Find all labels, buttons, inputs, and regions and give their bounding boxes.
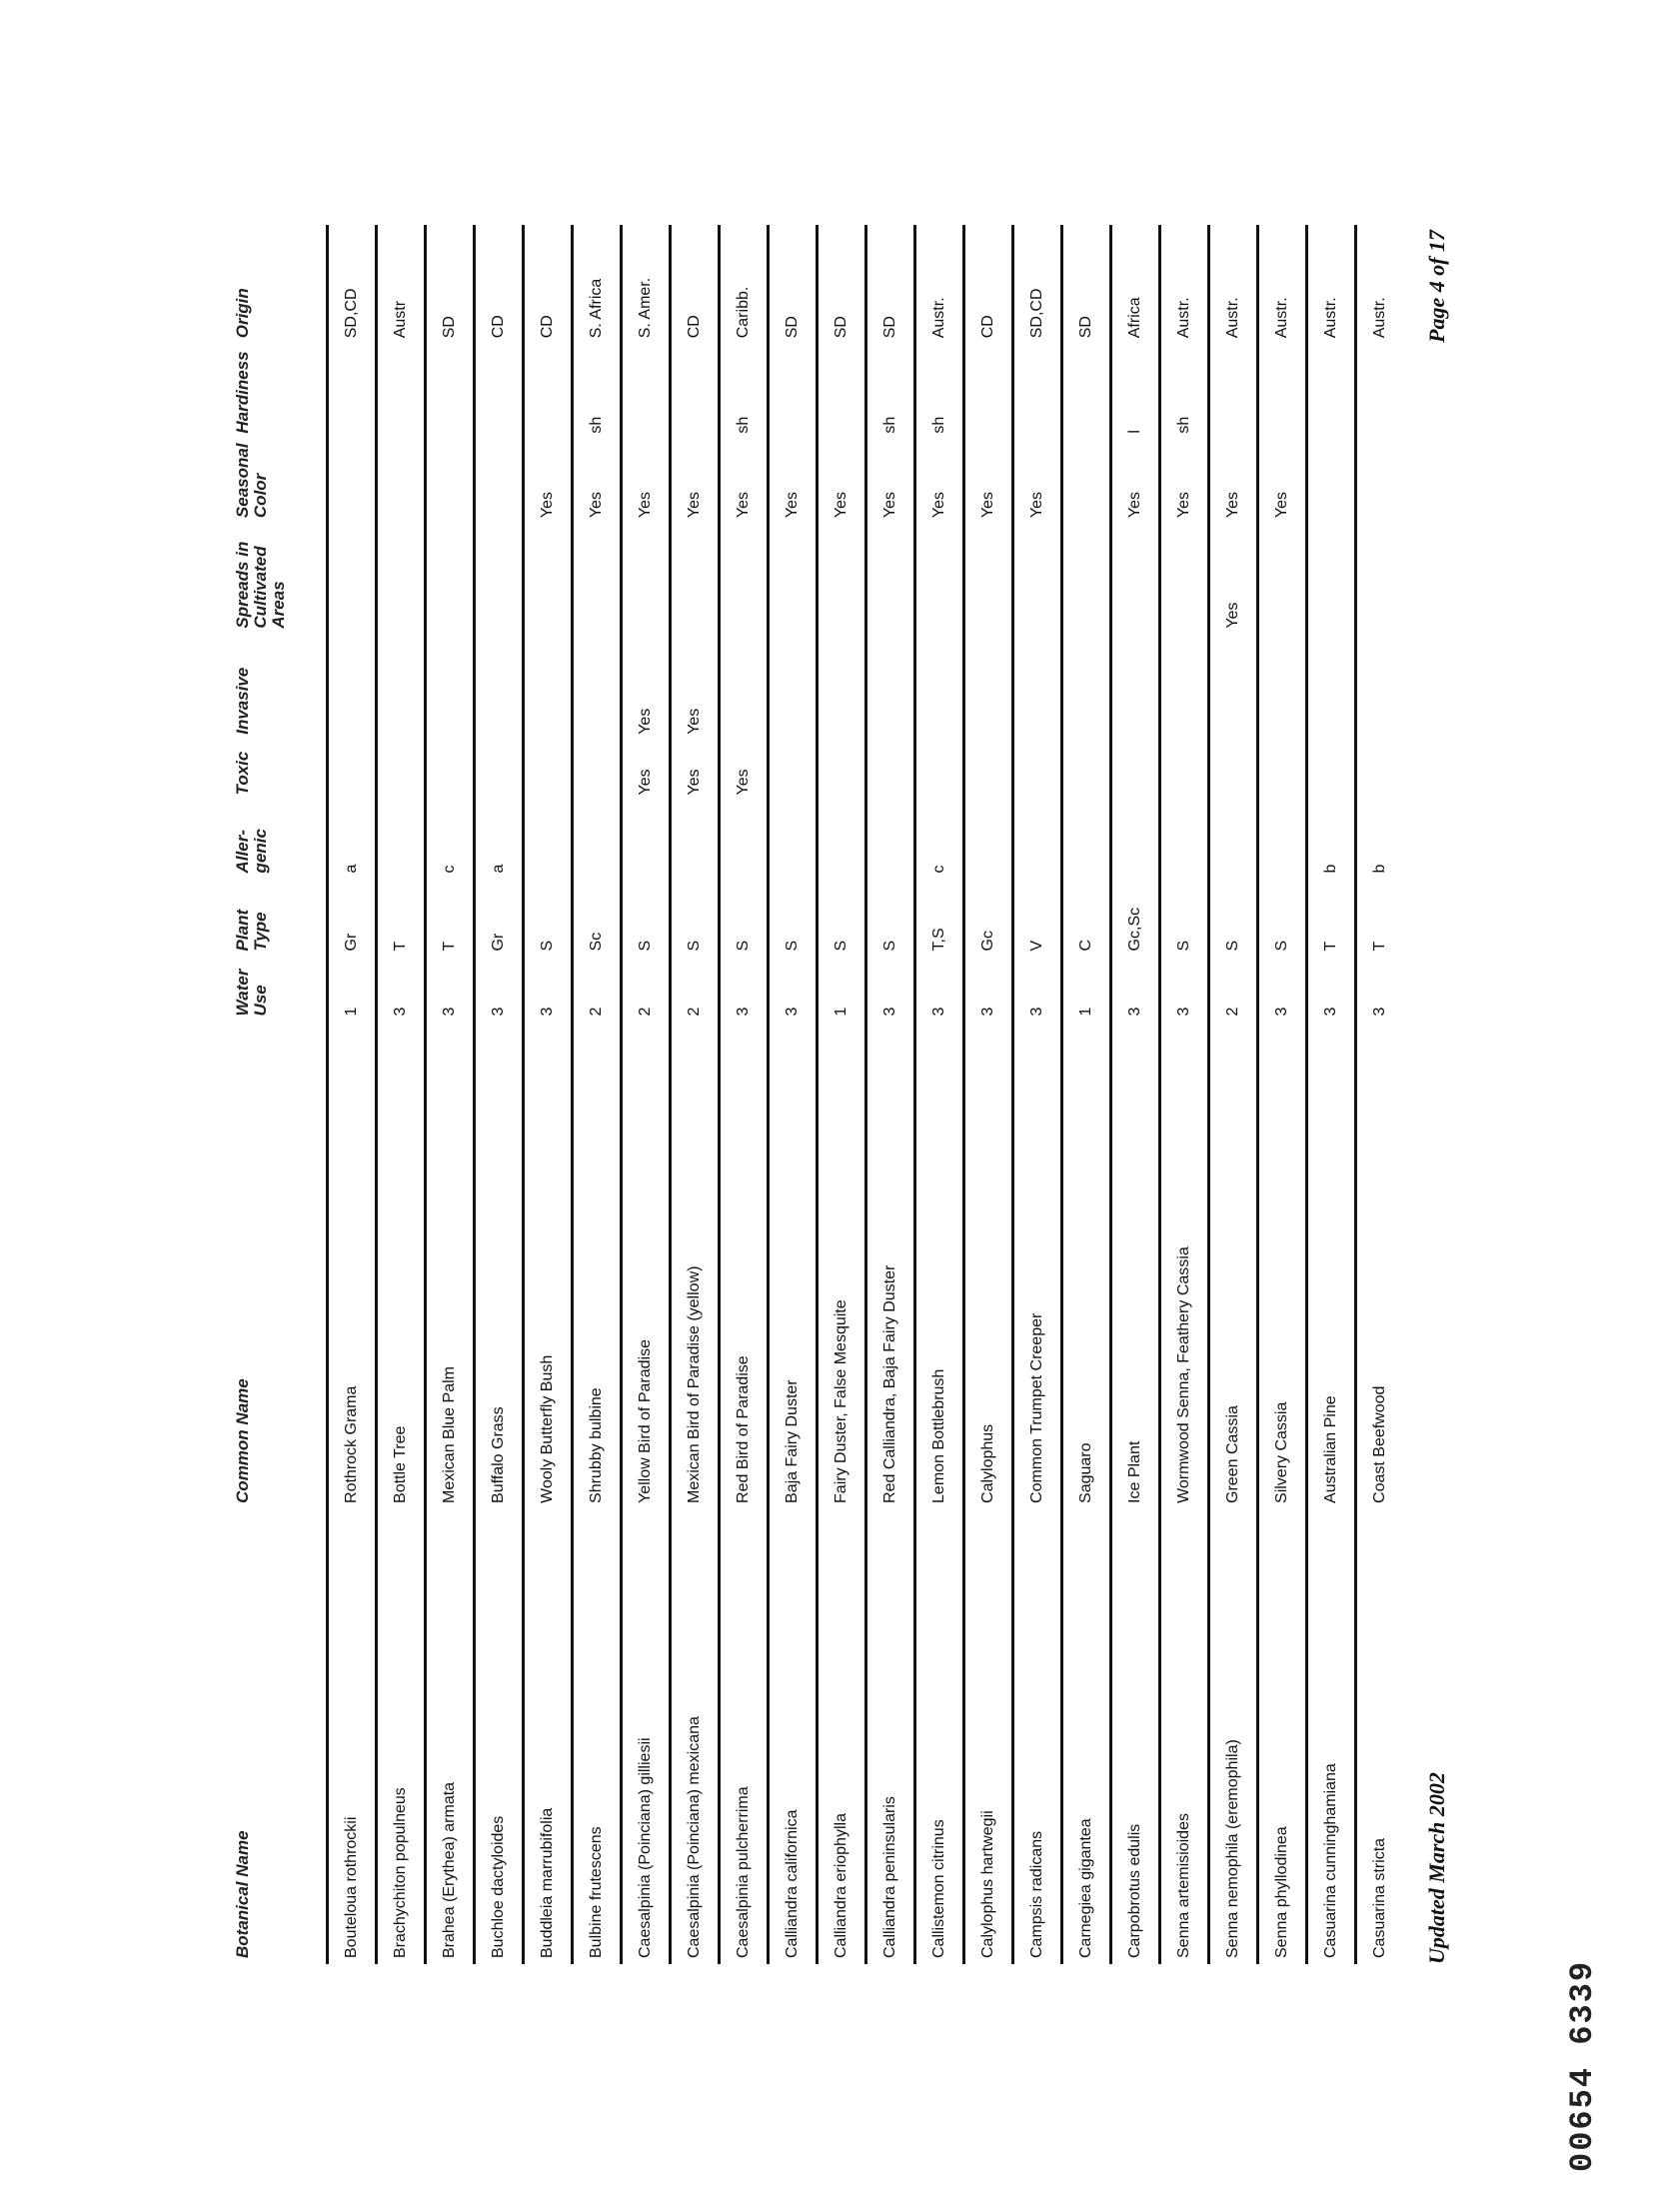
cell-botanical: Campsis radicans [1013,1509,1062,1964]
table-row [426,225,475,1964]
cell-allergenic: a [328,801,377,879]
cell-toxic [426,741,475,802]
cell-botanical: Bouteloua rothrockii [328,1509,377,1964]
cell-botanical: Bulbine frutescens [573,1509,622,1964]
cell-water: 2 [573,957,622,1022]
cell-water: 3 [1160,957,1209,1022]
cell-origin: Austr. [915,225,964,344]
cell-plant-type: Gc,Sc [1111,879,1160,957]
cell-spreads [671,524,720,635]
cell-botanical: Senna nemophila (eremophila) [1209,1509,1258,1964]
plant-list-table [230,225,1403,1964]
cell-plant-type: Gc [964,879,1013,957]
cell-invasive [573,635,622,741]
cell-plant-type: S [1258,879,1307,957]
cell-botanical: Carnegiea gigantea [1062,1509,1111,1964]
cell-invasive [328,635,377,741]
cell-allergenic: c [915,801,964,879]
cell-botanical: Casuarina stricta [1356,1509,1404,1964]
cell-hardiness: sh [915,344,964,439]
cell-water: 2 [1209,957,1258,1022]
cell-water: 3 [1307,957,1356,1022]
cell-plant-type: T,S [915,879,964,957]
cell-allergenic [1160,801,1209,879]
cell-seasonal: Yes [818,440,866,525]
cell-common: Calylophus [964,1022,1013,1509]
cell-toxic [1209,741,1258,802]
cell-botanical: Caesalpinia pulcherrima [720,1509,769,1964]
cell-hardiness [671,344,720,439]
cell-spreads [1062,524,1111,635]
document-stamp-number: 00654 6339 [1564,1959,1601,2172]
cell-spreads [720,524,769,635]
cell-spreads [915,524,964,635]
cell-toxic [1258,741,1307,802]
cell-common: Mexican Blue Palm [426,1022,475,1509]
cell-toxic [1062,741,1111,802]
cell-plant-type: S [866,879,915,957]
cell-seasonal [377,440,426,525]
cell-toxic [1356,741,1404,802]
table-row [1258,225,1307,1964]
cell-hardiness: sh [866,344,915,439]
cell-hardiness [622,344,671,439]
cell-toxic: Yes [671,741,720,802]
cell-spreads [1258,524,1307,635]
cell-invasive [964,635,1013,741]
page-number: Page 4 of 17 [1424,229,1449,343]
header-common-name: Common Name [233,1378,252,1503]
cell-plant-type: T [1356,879,1404,957]
cell-invasive [1062,635,1111,741]
table-row [328,225,377,1964]
cell-seasonal: Yes [915,440,964,525]
cell-spreads [1160,524,1209,635]
cell-origin: CD [671,225,720,344]
header-hardiness: Hardiness [233,351,252,434]
cell-botanical: Calliandra peninsularis [866,1509,915,1964]
cell-water: 3 [1258,957,1307,1022]
cell-water: 1 [818,957,866,1022]
table-row [671,225,720,1964]
cell-hardiness [1062,344,1111,439]
header-water-use: Water Use [233,969,270,1017]
cell-seasonal [1356,440,1404,525]
cell-common: Saguaro [1062,1022,1111,1509]
cell-water: 1 [328,957,377,1022]
cell-allergenic [1013,801,1062,879]
cell-botanical: Buddleia marrubifolia [524,1509,573,1964]
cell-seasonal [1307,440,1356,525]
cell-origin: SD [769,225,818,344]
cell-common: Ice Plant [1111,1022,1160,1509]
cell-seasonal: Yes [1209,440,1258,525]
cell-toxic [377,741,426,802]
cell-origin: SD [1062,225,1111,344]
cell-common: Buffalo Grass [475,1022,524,1509]
cell-plant-type: V [1013,879,1062,957]
cell-seasonal [426,440,475,525]
header-seasonal-color: Seasonal Color [233,443,270,519]
cell-toxic [524,741,573,802]
table-row [1062,225,1111,1964]
cell-origin: S. Africa [573,225,622,344]
cell-common: Coast Beefwood [1356,1022,1404,1509]
cell-spreads [328,524,377,635]
cell-common: Shrubby bulbine [573,1022,622,1509]
cell-allergenic [1062,801,1111,879]
cell-invasive: Yes [622,635,671,741]
cell-plant-type: S [1209,879,1258,957]
header-allergenic: Aller- genic [233,829,270,874]
cell-invasive: Yes [671,635,720,741]
cell-hardiness [1258,344,1307,439]
cell-toxic [1160,741,1209,802]
table-row [475,225,524,1964]
header-spreads: Spreads in Cultivated Areas [233,541,288,629]
cell-origin: CD [524,225,573,344]
cell-origin: SD [426,225,475,344]
cell-seasonal: Yes [720,440,769,525]
cell-invasive [475,635,524,741]
cell-invasive [1160,635,1209,741]
cell-origin: Austr. [1160,225,1209,344]
cell-spreads [818,524,866,635]
cell-water: 3 [915,957,964,1022]
cell-water: 3 [1356,957,1404,1022]
cell-water: 3 [1013,957,1062,1022]
cell-allergenic [1209,801,1258,879]
cell-water: 3 [426,957,475,1022]
cell-invasive [426,635,475,741]
cell-allergenic [671,801,720,879]
cell-plant-type: T [377,879,426,957]
cell-botanical: Brachychiton populneus [377,1509,426,1964]
cell-seasonal: Yes [1013,440,1062,525]
cell-common: Silvery Cassia [1258,1022,1307,1509]
header-origin: Origin [233,288,252,339]
cell-botanical: Buchloe dactyloides [475,1509,524,1964]
cell-hardiness [524,344,573,439]
cell-spreads [524,524,573,635]
cell-botanical: Carpobrotus edulis [1111,1509,1160,1964]
table-row [769,225,818,1964]
table-row [1356,225,1404,1964]
cell-common: Lemon Bottlebrush [915,1022,964,1509]
cell-origin: Austr. [1209,225,1258,344]
cell-origin: Austr [377,225,426,344]
cell-seasonal: Yes [1258,440,1307,525]
cell-allergenic [377,801,426,879]
cell-spreads [1013,524,1062,635]
cell-toxic [769,741,818,802]
cell-origin: CD [475,225,524,344]
cell-toxic: Yes [622,741,671,802]
cell-origin: CD [964,225,1013,344]
cell-invasive [866,635,915,741]
cell-invasive [377,635,426,741]
cell-allergenic: a [475,801,524,879]
cell-hardiness [1356,344,1404,439]
cell-invasive [1258,635,1307,741]
cell-seasonal: Yes [573,440,622,525]
cell-allergenic: c [426,801,475,879]
cell-origin: Caribb. [720,225,769,344]
cell-common: Rothrock Grama [328,1022,377,1509]
cell-botanical: Brahea (Erythea) armata [426,1509,475,1964]
table-row [964,225,1013,1964]
table-row [573,225,622,1964]
cell-botanical: Calliandra eriophylla [818,1509,866,1964]
cell-allergenic [622,801,671,879]
cell-water: 3 [475,957,524,1022]
cell-origin: SD [866,225,915,344]
cell-allergenic [573,801,622,879]
cell-spreads [964,524,1013,635]
cell-origin: S. Amer. [622,225,671,344]
table-row [818,225,866,1964]
cell-seasonal: Yes [524,440,573,525]
cell-botanical: Calliandra californica [769,1509,818,1964]
cell-seasonal [1062,440,1111,525]
cell-hardiness [426,344,475,439]
cell-water: 3 [866,957,915,1022]
cell-invasive [1356,635,1404,741]
cell-common: Australian Pine [1307,1022,1356,1509]
header-plant-type: Plant Type [233,909,270,952]
cell-spreads [1111,524,1160,635]
header-botanical-name: Botanical Name [233,1830,252,1958]
cell-water: 3 [769,957,818,1022]
cell-plant-type: T [426,879,475,957]
cell-botanical: Calylophus hartwegii [964,1509,1013,1964]
cell-invasive [818,635,866,741]
cell-allergenic [866,801,915,879]
cell-toxic [573,741,622,802]
cell-spreads [426,524,475,635]
cell-plant-type: Sc [573,879,622,957]
table-row [720,225,769,1964]
cell-allergenic [818,801,866,879]
cell-common: Yellow Bird of Paradise [622,1022,671,1509]
cell-hardiness [377,344,426,439]
cell-hardiness [769,344,818,439]
cell-allergenic [524,801,573,879]
updated-date: Updated March 2002 [1424,1772,1449,1964]
table-row [1013,225,1062,1964]
cell-plant-type: Gr [328,879,377,957]
cell-water: 1 [1062,957,1111,1022]
cell-origin: SD,CD [1013,225,1062,344]
cell-allergenic [964,801,1013,879]
cell-toxic [1111,741,1160,802]
table-row [866,225,915,1964]
cell-seasonal [328,440,377,525]
cell-common: Bottle Tree [377,1022,426,1509]
cell-seasonal: Yes [622,440,671,525]
table-row [915,225,964,1964]
cell-hardiness [475,344,524,439]
cell-water: 3 [524,957,573,1022]
cell-botanical: Senna phyllodinea [1258,1509,1307,1964]
cell-seasonal [475,440,524,525]
cell-plant-type: T [1307,879,1356,957]
cell-plant-type: S [769,879,818,957]
table-row [1209,225,1258,1964]
cell-plant-type: S [818,879,866,957]
table-header-row [230,225,328,1964]
table-row [1111,225,1160,1964]
cell-seasonal: Yes [1160,440,1209,525]
cell-allergenic: b [1356,801,1404,879]
cell-hardiness [818,344,866,439]
cell-origin: Austr. [1307,225,1356,344]
cell-toxic [964,741,1013,802]
cell-botanical: Caesalpinia (Poinciana) mexicana [671,1509,720,1964]
cell-hardiness: l [1111,344,1160,439]
cell-toxic: Yes [720,741,769,802]
cell-plant-type: S [1160,879,1209,957]
cell-common: Mexican Bird of Paradise (yellow) [671,1022,720,1509]
cell-botanical: Senna artemisioides [1160,1509,1209,1964]
cell-spreads: Yes [1209,524,1258,635]
cell-invasive [524,635,573,741]
cell-invasive [1111,635,1160,741]
cell-water: 2 [622,957,671,1022]
cell-plant-type: S [622,879,671,957]
cell-origin: Austr. [1258,225,1307,344]
cell-toxic [1013,741,1062,802]
cell-hardiness: sh [720,344,769,439]
cell-spreads [1307,524,1356,635]
table-body [328,225,1404,1964]
table-row [1160,225,1209,1964]
cell-allergenic [1258,801,1307,879]
cell-botanical: Callistemon citrinus [915,1509,964,1964]
cell-spreads [866,524,915,635]
cell-hardiness [964,344,1013,439]
cell-toxic [475,741,524,802]
cell-toxic [818,741,866,802]
cell-water: 3 [720,957,769,1022]
cell-seasonal: Yes [866,440,915,525]
cell-seasonal: Yes [671,440,720,525]
cell-hardiness: sh [573,344,622,439]
cell-spreads [769,524,818,635]
cell-plant-type: C [1062,879,1111,957]
cell-common: Fairy Duster, False Mesquite [818,1022,866,1509]
cell-allergenic [769,801,818,879]
header-toxic: Toxic [233,751,252,796]
cell-invasive [1209,635,1258,741]
table-row [524,225,573,1964]
cell-toxic [866,741,915,802]
cell-water: 3 [1111,957,1160,1022]
cell-origin: SD [818,225,866,344]
cell-allergenic [720,801,769,879]
cell-invasive [1013,635,1062,741]
cell-common: Red Bird of Paradise [720,1022,769,1509]
cell-water: 3 [377,957,426,1022]
cell-plant-type: S [524,879,573,957]
cell-toxic [1307,741,1356,802]
cell-spreads [377,524,426,635]
cell-botanical: Casuarina cunninghamiana [1307,1509,1356,1964]
cell-origin: Austr. [1356,225,1404,344]
cell-hardiness: sh [1160,344,1209,439]
cell-origin: SD,CD [328,225,377,344]
cell-water: 3 [964,957,1013,1022]
cell-common: Baja Fairy Duster [769,1022,818,1509]
cell-origin: Africa [1111,225,1160,344]
cell-botanical: Caesalpinia (Poinciana) gilliesii [622,1509,671,1964]
cell-plant-type: S [720,879,769,957]
cell-common: Red Calliandra, Baja Fairy Duster [866,1022,915,1509]
cell-hardiness [1013,344,1062,439]
cell-toxic [328,741,377,802]
cell-seasonal: Yes [1111,440,1160,525]
cell-common: Wooly Butterfly Bush [524,1022,573,1509]
table-row [377,225,426,1964]
cell-hardiness [328,344,377,439]
cell-spreads [475,524,524,635]
cell-spreads [573,524,622,635]
cell-hardiness [1307,344,1356,439]
cell-allergenic: b [1307,801,1356,879]
cell-plant-type: Gr [475,879,524,957]
cell-spreads [1356,524,1404,635]
cell-common: Green Cassia [1209,1022,1258,1509]
cell-seasonal: Yes [769,440,818,525]
cell-plant-type: S [671,879,720,957]
cell-spreads [622,524,671,635]
cell-invasive [720,635,769,741]
cell-water: 2 [671,957,720,1022]
cell-allergenic [1111,801,1160,879]
table-row [1307,225,1356,1964]
table-row [622,225,671,1964]
cell-hardiness [1209,344,1258,439]
cell-invasive [769,635,818,741]
cell-toxic [915,741,964,802]
cell-invasive [915,635,964,741]
cell-common: Wormwood Senna, Feathery Cassia [1160,1022,1209,1509]
cell-invasive [1307,635,1356,741]
header-invasive: Invasive [233,667,252,735]
cell-common: Common Trumpet Creeper [1013,1022,1062,1509]
cell-seasonal: Yes [964,440,1013,525]
